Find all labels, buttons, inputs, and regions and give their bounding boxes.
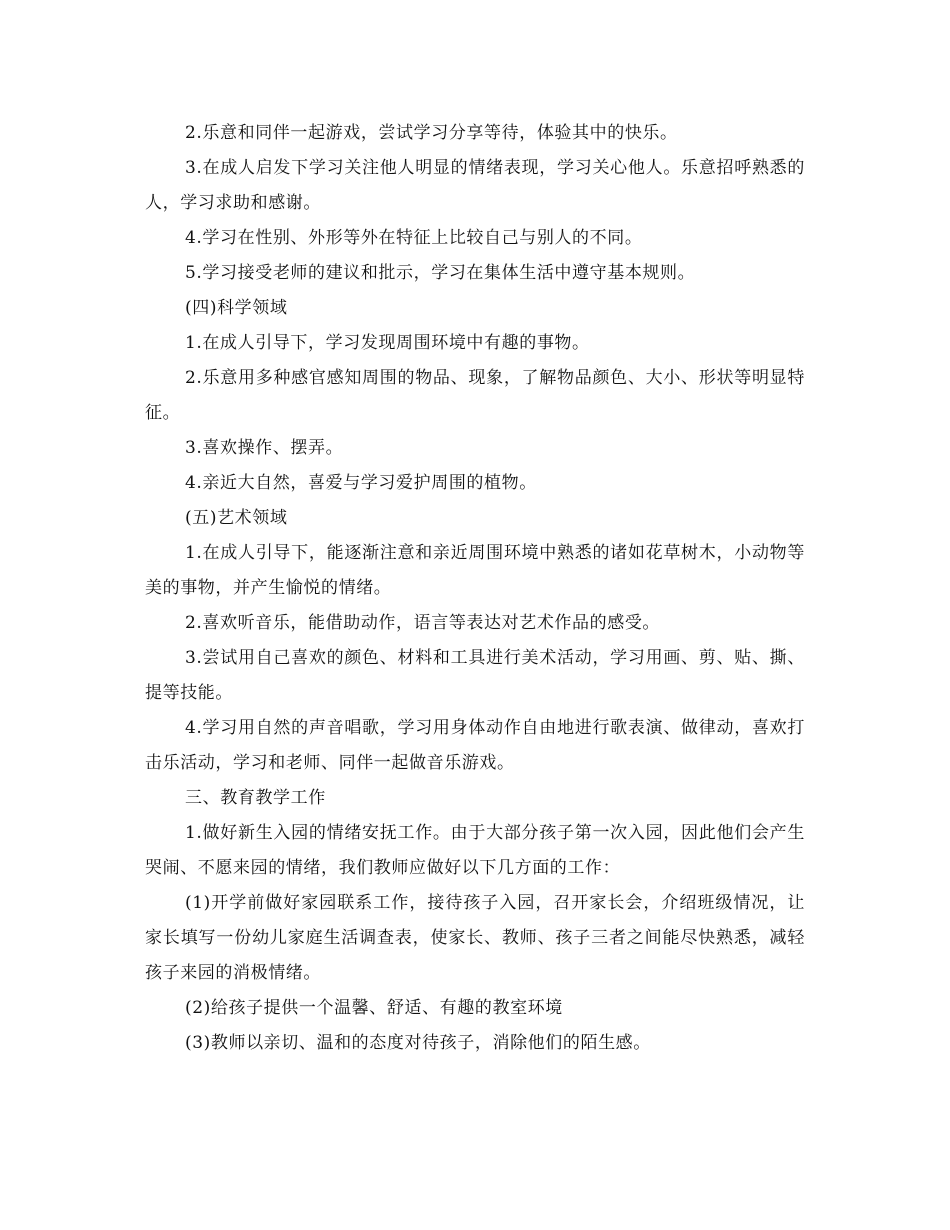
paragraph-social-5: 5.学习接受老师的建议和批示，学习在集体生活中遵守基本规则。	[185, 263, 696, 283]
paragraph-social-3: 3.在成人启发下学习关注他人明显的情绪表现，学习关心他人。乐意招呼熟悉的人，学习求助和感谢。	[145, 158, 805, 213]
paragraph-social-2: 2.乐意和同伴一起游戏，尝试学习分享等待，体验其中的快乐。	[185, 123, 678, 143]
paragraph-teaching-1-item-3: (3)教师以亲切、温和的态度对待孩子，消除他们的陌生感。	[185, 1033, 651, 1053]
paragraph-art-2: 2.喜欢听音乐，能借助动作，语言等表达对艺术作品的感受。	[185, 613, 661, 633]
paragraph-science-1: 1.在成人引导下，学习发现周围环境中有趣的事物。	[185, 333, 590, 353]
section-heading-science: (四)科学领域	[185, 298, 288, 318]
paragraph-science-2: 2.乐意用多种感官感知周围的物品、现象，了解物品颜色、大小、形状等明显特征。	[145, 368, 805, 423]
paragraph-teaching-1: 1.做好新生入园的情绪安抚工作。由于大部分孩子第一次入园，因此他们会产生哭闹、不愿来园的情绪，我们教师应做好以下几方面的工作：	[145, 823, 805, 878]
paragraph-teaching-1-item-1: (1)开学前做好家园联系工作，接待孩子入园，召开家长会，介绍班级情况，让家长填写一份幼儿家庭生活调查表，使家长、教师、孩子三者之间能尽快熟悉，减轻孩子来园的消极情绪。	[145, 893, 805, 983]
paragraph-social-4: 4.学习在性别、外形等外在特征上比较自己与别人的不同。	[185, 228, 643, 248]
paragraph-science-3: 3.喜欢操作、摆弄。	[185, 438, 344, 458]
paragraph-art-3: 3.尝试用自己喜欢的颜色、材料和工具进行美术活动，学习用画、剪、贴、撕、提等技能。	[145, 648, 805, 703]
section-heading-art: (五)艺术领域	[185, 508, 288, 528]
paragraph-art-4: 4.学习用自然的声音唱歌，学习用身体动作自由地进行歌表演、做律动，喜欢打击乐活动，学习和老师、同伴一起做音乐游戏。	[145, 718, 805, 773]
paragraph-teaching-1-item-2: (2)给孩子提供一个温馨、舒适、有趣的教室环境	[185, 998, 563, 1018]
document-body	[145, 116, 805, 1061]
paragraph-science-4: 4.亲近大自然，喜爱与学习爱护周围的植物。	[185, 473, 537, 493]
section-heading-teaching-work: 三、教育教学工作	[185, 788, 326, 808]
paragraph-art-1: 1.在成人引导下，能逐渐注意和亲近周围环境中熟悉的诸如花草树木，小动物等美的事物，并产生愉悦的情绪。	[145, 543, 805, 598]
